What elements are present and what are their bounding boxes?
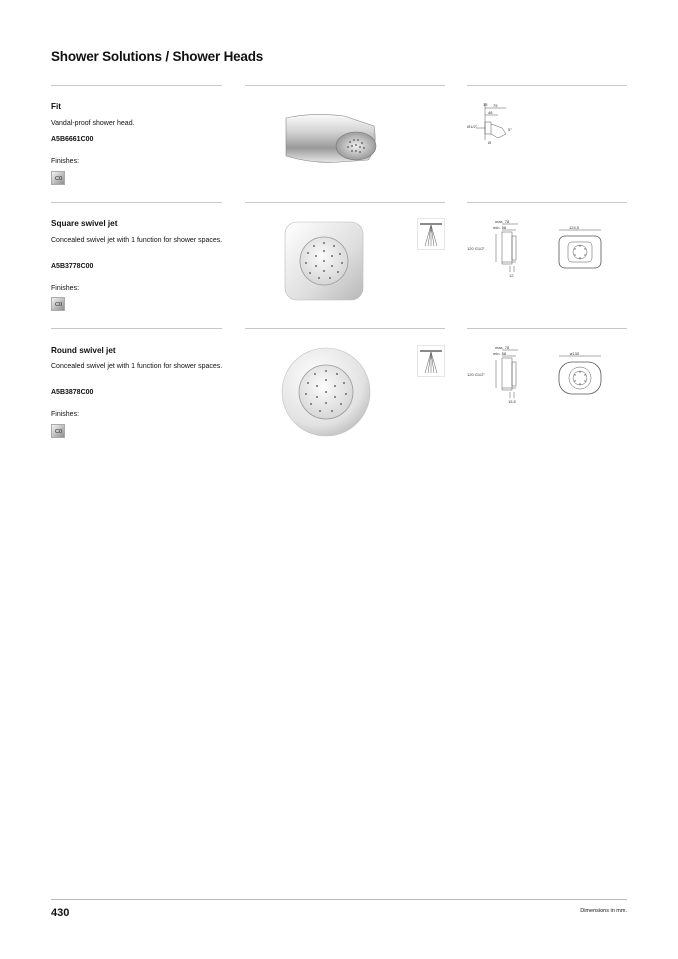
dim-label: 12 [509, 273, 514, 278]
dim-label: 75 [493, 103, 498, 108]
dim-label: max. 78 [495, 345, 510, 350]
product-description: Concealed swivel jet with 1 function for shower spaces. [51, 363, 223, 370]
finishes-label: Finishes: [51, 285, 80, 292]
dim-label: 15 [483, 102, 488, 107]
spray-pattern-icon [417, 345, 445, 377]
page-title: Shower Solutions / Shower Heads [51, 49, 264, 64]
dim-label: ø130 [570, 351, 580, 356]
product-description: Vandal-proof shower head. [51, 120, 135, 127]
finish-swatch-chrome: C0 [51, 171, 65, 185]
product-code: A5B6661C00 [51, 136, 94, 143]
section-rule [245, 202, 445, 203]
finish-swatch-chrome: C0 [51, 297, 65, 311]
square-jet-photo [282, 219, 366, 303]
square-jet-side-drawing [466, 216, 530, 280]
square-jet-front-drawing [556, 222, 604, 270]
section-rule [245, 328, 445, 329]
product-name: Fit [51, 102, 62, 111]
page-number: 430 [51, 907, 70, 919]
fit-shower-head-photo [282, 102, 404, 174]
section-rule [467, 202, 627, 203]
section-rule [51, 328, 222, 329]
dim-label: 124,5 [569, 225, 580, 230]
section-rule [51, 202, 222, 203]
dim-label: 15,5 [508, 399, 516, 404]
product-name: Round swivel jet [51, 346, 116, 355]
section-rule [467, 85, 627, 86]
round-jet-front-drawing [556, 348, 604, 396]
spray-pattern-icon [417, 218, 445, 250]
section-rule [467, 328, 627, 329]
product-code: A5B3778C00 [51, 263, 94, 270]
dim-label: min. 58 [493, 225, 507, 230]
finishes-label: Finishes: [51, 158, 80, 165]
round-jet-photo [278, 346, 374, 438]
product-description: Concealed swivel jet with 1 function for shower spaces. [51, 237, 223, 244]
dim-label: 120 G1/2" [467, 372, 485, 377]
product-name: Square swivel jet [51, 219, 118, 228]
dimensions-note: Dimensions in mm. [580, 908, 627, 914]
round-jet-side-drawing [466, 342, 530, 406]
dim-label: Ø [488, 140, 492, 145]
product-code: A5B3878C00 [51, 389, 94, 396]
dim-label: 48 [488, 110, 493, 115]
footer-rule [51, 899, 627, 900]
section-rule [51, 85, 222, 86]
finish-swatch-chrome: C0 [51, 424, 65, 438]
dim-label: 5° [508, 127, 512, 132]
dim-label: Ø1/2" [467, 124, 478, 129]
fit-technical-drawing [466, 98, 526, 148]
finishes-label: Finishes: [51, 411, 80, 418]
dim-label: max. 78 [495, 219, 510, 224]
dim-label: min. 58 [493, 351, 507, 356]
dim-label: 120 G1/2" [467, 246, 485, 251]
section-rule [245, 85, 445, 86]
